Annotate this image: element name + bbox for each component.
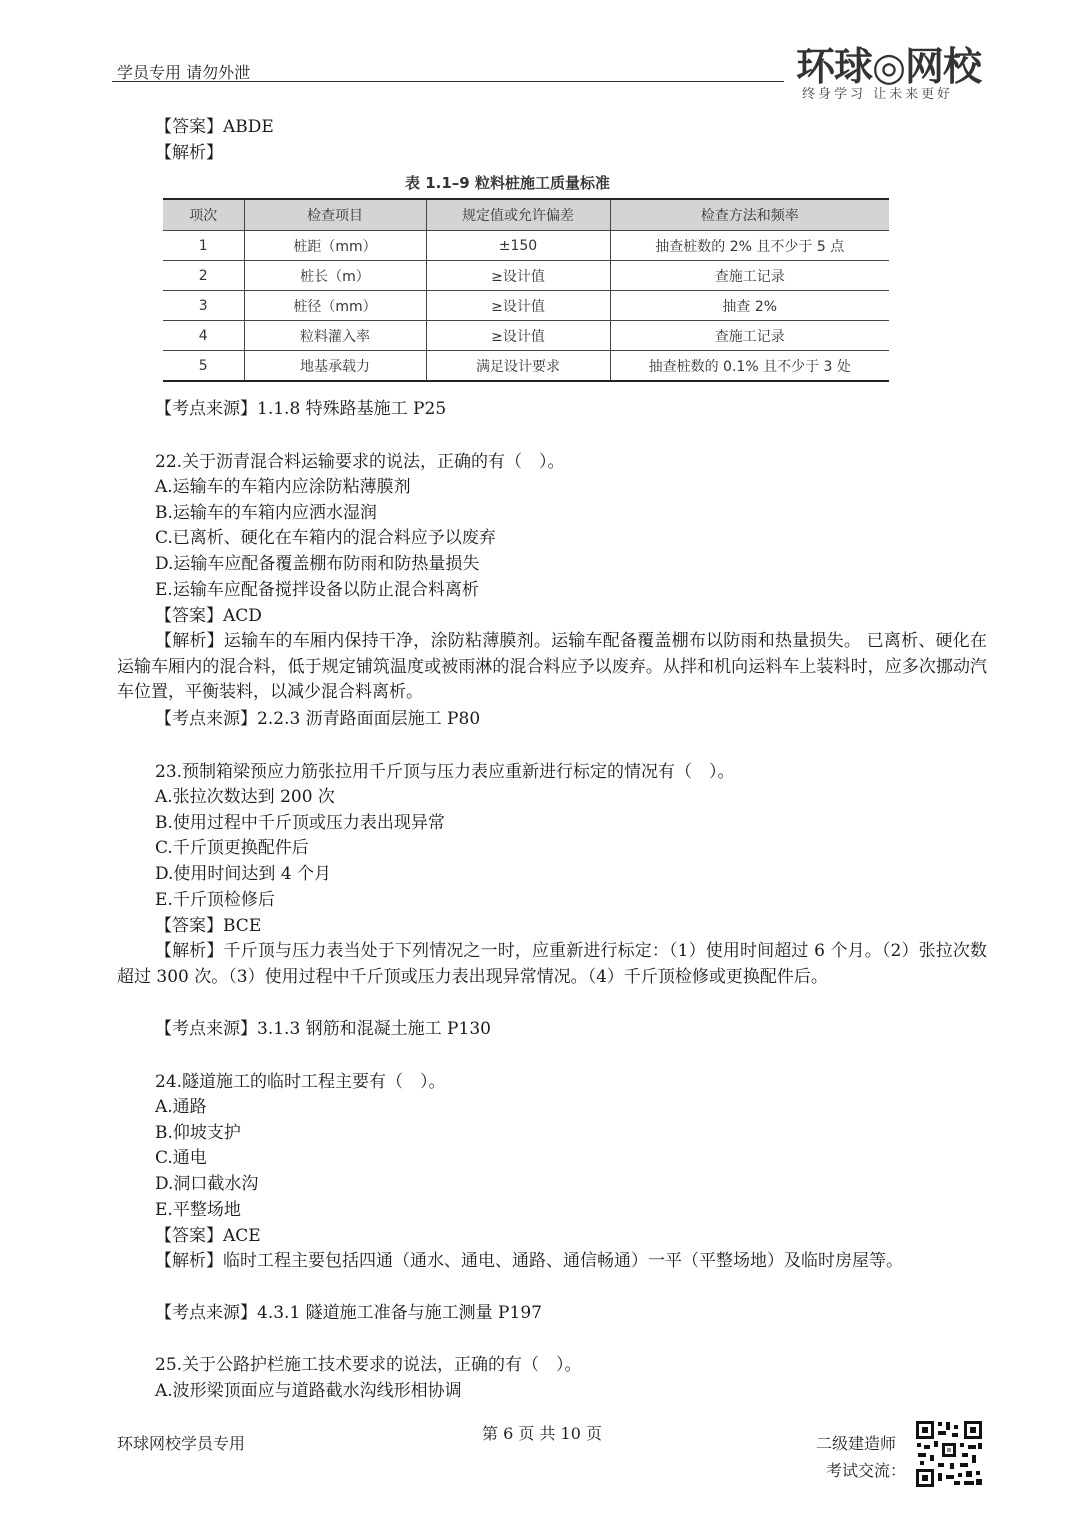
- footer-exchange-label: 考试交流：: [826, 1461, 907, 1480]
- table-row: [163, 261, 889, 291]
- q23-answer: 【答案】BCE: [155, 916, 262, 936]
- table-cell: 桩长（m）: [244, 261, 426, 291]
- q23-stem: 23.预制箱梁预应力筋张拉用千斤顶与压力表应重新进行标定的情况有（ ）。: [155, 762, 735, 782]
- q22-answer: 【答案】ACD: [155, 606, 262, 626]
- q23-analysis: 【解析】千斤顶与压力表当处于下列情况之一时，应重新进行标定：（1）使用时间超过 6 个月。（2）张拉次数超过 300 次。（3）使用过程中千斤顶或压力表出现异常情况。（4）千斤顶检修或更换配件后。: [117, 941, 987, 987]
- table-cell: 4: [163, 321, 244, 351]
- footer-exam-name: 二级建造师: [816, 1434, 897, 1453]
- q24-option-e: E.平整场地: [155, 1200, 241, 1220]
- q23-source: 【考点来源】3.1.3 钢筋和混凝土施工 P130: [155, 1019, 491, 1039]
- qr-code-icon: [914, 1419, 984, 1489]
- logo-slogan: 终身学习 让未来更好: [802, 87, 954, 102]
- q25-option-a: A.波形梁顶面应与道路截水沟线形相协调: [155, 1381, 462, 1401]
- table-cell: 查施工记录: [610, 261, 889, 291]
- q22-option-d: D.运输车应配备覆盖棚布防雨和防热量损失: [155, 554, 480, 574]
- table-header-cell: 检查方法和频率: [610, 199, 889, 231]
- q23-option-a: A.张拉次数达到 200 次: [155, 787, 335, 807]
- table-cell: 3: [163, 291, 244, 321]
- table-row: [163, 291, 889, 321]
- q24-option-a: A.通路: [155, 1097, 207, 1117]
- q22-option-b: B.运输车的车箱内应洒水湿润: [155, 503, 377, 523]
- table-cell: 查施工记录: [610, 321, 889, 351]
- q24-stem: 24.隧道施工的临时工程主要有（ ）。: [155, 1072, 446, 1092]
- brand-logo: [796, 36, 996, 106]
- q21-source: 【考点来源】1.1.8 特殊路基施工 P25: [155, 399, 447, 419]
- page-number: 第 6 页 共 10 页: [482, 1424, 602, 1443]
- q24-source: 【考点来源】4.3.1 隧道施工准备与施工测量 P197: [155, 1303, 542, 1323]
- q24-option-c: C.通电: [155, 1148, 207, 1168]
- table-cell: 5: [163, 351, 244, 382]
- table-cell: 地基承载力: [244, 351, 426, 382]
- q22-source: 【考点来源】2.2.3 沥青路面面层施工 P80: [155, 709, 481, 729]
- table-cell: 粒料灌入率: [244, 321, 426, 351]
- q23-option-b: B.使用过程中千斤顶或压力表出现异常: [155, 813, 445, 833]
- quality-standard-table: [163, 198, 889, 382]
- table-cell: 桩径（mm）: [244, 291, 426, 321]
- q23-option-d: D.使用时间达到 4 个月: [155, 864, 332, 884]
- table-header-cell: 项次: [163, 199, 244, 231]
- table-cell: ≥设计值: [426, 291, 610, 321]
- q23-option-e: E.千斤顶检修后: [155, 890, 275, 910]
- q25-stem: 25.关于公路护栏施工技术要求的说法，正确的有（ ）。: [155, 1355, 582, 1375]
- table-cell: 满足设计要求: [426, 351, 610, 382]
- q24-analysis: 【解析】临时工程主要包括四通（通水、通电、通路、通信畅通）一平（平整场地）及临时房屋等。: [155, 1251, 903, 1271]
- table-cell: 2: [163, 261, 244, 291]
- table-header-cell: 检查项目: [244, 199, 426, 231]
- q24-option-b: B.仰坡支护: [155, 1123, 241, 1143]
- logo-wordmark: 环球◎网校: [796, 45, 982, 90]
- table-header-cell: 规定值或允许偏差: [426, 199, 610, 231]
- q23-option-c: C.千斤顶更换配件后: [155, 838, 309, 858]
- table-header-row: [163, 199, 889, 231]
- table-cell: 抽查桩数的 2% 且不少于 5 点: [610, 231, 889, 261]
- q22-option-a: A.运输车的车箱内应涂防粘薄膜剂: [155, 477, 411, 497]
- table-cell: 1: [163, 231, 244, 261]
- header-divider: [112, 81, 784, 82]
- header-notice: 学员专用 请勿外泄: [117, 63, 251, 82]
- table-title: 表 1.1–9 粒料桩施工质量标准: [405, 174, 610, 192]
- table-cell: ≥设计值: [426, 321, 610, 351]
- table-cell: 桩距（mm）: [244, 231, 426, 261]
- q21-answer: 【答案】ABDE: [155, 117, 274, 137]
- table-cell: ±150: [426, 231, 610, 261]
- q24-option-d: D.洞口截水沟: [155, 1174, 259, 1194]
- q22-analysis: 【解析】运输车的车厢内保持干净，涂防粘薄膜剂。运输车配备覆盖棚布以防雨和热量损失。 已离析、硬化在运输车厢内的混合料，低于规定铺筑温度或被雨淋的混合料应予以废弃。从拌和机向运料车上装料时，应多次挪动汽车位置，平衡装料，以减少混合料离析。: [117, 631, 987, 702]
- q24-answer: 【答案】ACE: [155, 1226, 261, 1246]
- q22-option-c: C.已离析、硬化在车箱内的混合料应予以废弃: [155, 528, 496, 548]
- table-row: [163, 351, 889, 382]
- table-row: [163, 321, 889, 351]
- table-cell: ≥设计值: [426, 261, 610, 291]
- q21-analysis-label: 【解析】: [155, 143, 223, 163]
- table-cell: 抽查 2%: [610, 291, 889, 321]
- footer-student-notice: 环球网校学员专用: [117, 1434, 246, 1453]
- q22-option-e: E.运输车应配备搅拌设备以防止混合料离析: [155, 580, 479, 600]
- table-cell: 抽查桩数的 0.1% 且不少于 3 处: [610, 351, 889, 382]
- table-row: [163, 231, 889, 261]
- q22-stem: 22.关于沥青混合料运输要求的说法，正确的有（ ）。: [155, 452, 565, 472]
